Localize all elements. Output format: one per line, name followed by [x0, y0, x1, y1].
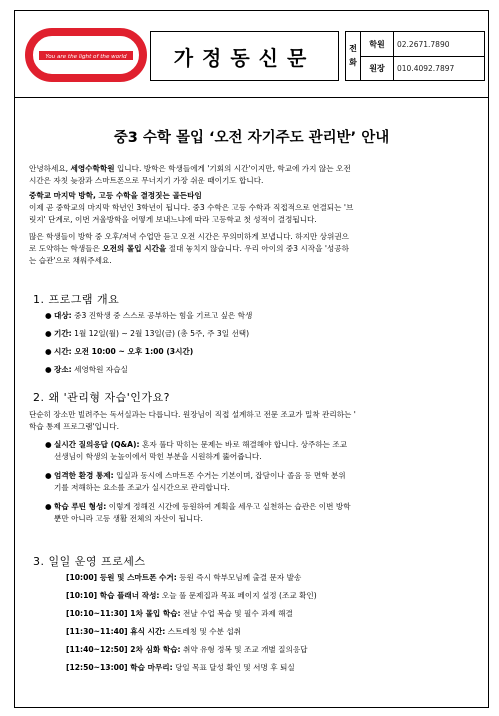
reason-item: ● 실시간 질의응답 (Q&A): 혼자 풀다 막히는 문제는 바로 해결해야 합니다. 상주하는 조교 선생님이 학생의 눈높이에서 막힌 부분을 시원하게 뚫어줍니다.	[45, 440, 348, 461]
phone-label: 전 화	[346, 32, 361, 80]
section-1-heading: 1. 프로그램 개요	[33, 293, 120, 306]
intro-para2-line2: 릿지' 단계로, 이번 겨울방학을 어떻게 보내느냐에 따라 고등학교 첫 성적이 결정됩니다.	[29, 215, 317, 224]
intro-line-1: 안녕하세요, 세영수학학원 입니다. 방학은 학생들에게 '기회의 시간'이지만, 학교에 가지 않는 오전	[29, 164, 351, 173]
contact-key: 학원	[361, 32, 394, 56]
contact-phone: 010.4092.7897	[397, 63, 455, 73]
svg-text:You are the light of the world: You are the light of the world	[45, 53, 127, 60]
overview-item: ● 기간: 1월 12일(월) ~ 2월 13일(금) (총 5주, 주 3일 선택)	[45, 329, 250, 338]
overview-item: ● 시간: 오전 10:00 ~ 오후 1:00 (3시간)	[45, 347, 194, 356]
contact-key: 원장	[361, 56, 394, 80]
intro-para2-line1: 이제 곧 중학교의 마지막 학년인 3학년이 됩니다. 중3 수학은 고등 수학과 직접적으로 연결되는 '브	[29, 203, 354, 212]
contact-row-director	[361, 56, 484, 80]
contact-box	[345, 31, 485, 81]
contact-row-academy	[361, 32, 484, 57]
schedule-item: [10:10] 학습 플래너 작성: 오늘 풀 문제집과 목표 페이지 설정 (조교 확인)	[66, 591, 317, 600]
schedule-item: [12:50~13:00] 학습 마무리: 당일 목표 달성 확인 및 서명 후 퇴실	[66, 663, 295, 672]
section-2-heading: 2. 왜 '관리형 자습'인가요?	[33, 391, 171, 404]
academy-logo	[25, 26, 147, 84]
newsletter-header	[15, 11, 488, 98]
section-3-heading: 3. 일일 운영 프로세스	[33, 555, 146, 568]
schedule-item: [10:00] 등원 및 스마트폰 수거: 등원 즉시 학부모님께 출결 문자 발송	[66, 573, 302, 582]
schedule-item: [11:40~12:50] 2차 심화 학습: 취약 유형 정복 및 조교 개별 질의응답	[66, 645, 308, 654]
contact-phone: 02.2671.7890	[397, 39, 450, 49]
schedule-item: [10:10~11:30] 1차 몰입 학습: 전날 수업 복습 및 필수 과제 해결	[66, 609, 293, 618]
overview-item: ● 대상: 중3 진학생 중 스스로 공부하는 힘을 기르고 싶은 학생	[45, 311, 253, 320]
intro-subhead: 중학교 마지막 방학, 고등 수학을 결정짓는 골든타임	[29, 191, 202, 200]
reason-item: ● 학습 루틴 형성: 이렇게 정해진 시간에 등원하여 계획을 세우고 실천하는 습관은 이번 방학 뿐만 아니라 고등 생활 전체의 자산이 됩니다.	[45, 502, 351, 523]
schedule-item: [11:30~11:40] 휴식 시간: 스트레칭 및 수분 섭취	[66, 627, 242, 636]
newspaper-title: 가정동신문	[150, 31, 339, 81]
document-title: 중3 수학 몰입 ‘오전 자기주도 관리반’ 안내	[113, 130, 390, 146]
academy-name: 세영수학학원	[70, 164, 115, 173]
overview-item: ● 장소: 세영학원 자습실	[45, 365, 128, 374]
section-2-intro-line2: 학습 통제 프로그램'입니다.	[29, 422, 120, 431]
intro-para3-line2: 로 도약하는 학생들은 오전의 몰입 시간을 절대 놓치지 않습니다. 우리 아이의 중3 시작을 '성공하	[29, 244, 349, 253]
reason-item: ● 엄격한 환경 통제: 입실과 동시에 스마트폰 수거는 기본이며, 잡담이나 졸음 등 면학 분위 기를 저해하는 요소를 조교가 실시간으로 관리합니다.	[45, 471, 346, 492]
intro-para3-line3: 는 습관'으로 채워주세요.	[29, 256, 112, 265]
intro-para3-line1: 많은 학생들이 방학 중 오후/저녁 수업만 듣고 오전 시간은 무의미하게 보냅니다. 하지만 상위권으	[29, 232, 350, 241]
intro-line-2: 시간은 자칫 늦잠과 스마트폰으로 무너지기 가장 쉬운 때이기도 합니다.	[29, 176, 264, 185]
section-2-intro-line1: 단순히 장소만 빌려주는 독서실과는 다릅니다. 원장님이 직접 설계하고 전문 조교가 밀착 관리하는 '	[29, 410, 356, 419]
newsletter-page	[14, 10, 489, 708]
